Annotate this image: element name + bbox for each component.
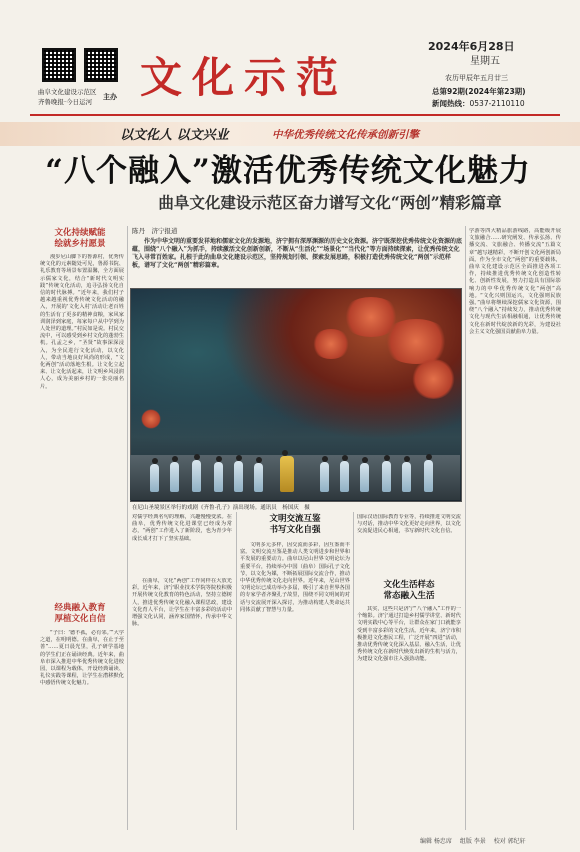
header-caption-1: 曲阜文化建设示范区 (38, 88, 97, 96)
right-middle-body-top: 国际汉语国际教育专业等，持续推进文明交流与对话，推动中华文化更好走向世界，以文化交流促进民心相通，书写新时代文化自信。 (357, 514, 461, 535)
weekday: 星期五 (470, 56, 500, 67)
column-divider-3 (353, 512, 354, 830)
left-column-heading-2: 经典融入教育 厚植文化自信 (54, 603, 106, 624)
left-column-heading: 文化持续赋能 绘就乡村愿景 (54, 228, 106, 249)
middle-column-body: 在曲阜，文化“两创”工作同样在大放光彩。近年来，济宁职业技术学院等院校积极开展传统文化教育的特色活动，坚持立德树人，推进优秀传统文化融入课程思政，建设文化育人平台，让学生在丰富多彩的活动中增强文化认同，涵养家国情怀，传承中华文脉。 (132, 578, 232, 628)
footer-design: 组版 李景 (459, 838, 486, 845)
stage-floor (130, 455, 460, 500)
intro-paragraph: 作为中华文明的重要发祥地和儒家文化的发源地，济宁拥有深厚渊源的历史文化资源。济宁既深挖优秀传统文化资源的底蕴，围绕“八个融入”为抓手，持续激活文化创新创新，不断从“生活化”“场景化”“当代化”等方面持续探索，让优秀传统文化飞入寻常百姓家。扎根于此的曲阜文化建设示范区，坚持规划引领、探索发展思路，积极打造优秀传统文化“两创”示范样板，谱写了文化“两创”精彩篇章。 (132, 238, 463, 269)
qr-code-left (42, 48, 76, 82)
lunar-date: 农历甲辰年五月廿三 (445, 74, 508, 82)
byline: 陈丹 济宁报道 (132, 227, 178, 235)
left-column-body-2: “子曰：‘德不孤，必有邻。’”大学之道，在明明德。在曲阜，在止于至善”……夏日晨光里，孔子研学基地的学生们正在诵读经典。近年来，曲阜市深入推进中华优秀传统文化进校园，以课程为载体，开设经典诵读、礼仪实践等课程，让学生在潜移默化中感悟传统文化魅力。 (40, 630, 124, 687)
header-caption-2: 齐鲁晚报·今日运河 (38, 98, 93, 106)
right-column-body: 学游等四大精品旅游线路，高能级开展文旅融合……研究阐发、传承弘扬、传播交流、文旅融合、传播交流“五篇文章”越写越精彩，不断开创文化两创新局面。作为全市文化“两创”的重要载体，曲阜文化建设示范区全面推进各项工作，持续推进优秀传统文化创造性转化、创新性发展，努力打造具有国际影响力的中华优秀传统文化“两创”高地。“文化兴则国运兴，文化强则民族强。”曲阜将继续深挖儒家文化资源，围绕“八个融入”持续发力，推动优秀传统文化与现代生活相融相通，让优秀传统文化在新时代绽放新的光彩，为建设社会主义文化强国贡献曲阜力量。 (469, 228, 561, 335)
footer-proof: 校对 郭纪轩 (493, 838, 526, 845)
masthead (140, 53, 420, 102)
masthead-title: 文化示范 (140, 53, 349, 102)
header-rule (30, 114, 560, 116)
middle-column-body-top: 对儒学经典名句的理解，兴趣慢慢变浓。在曲阜，优秀传统文化进课堂已经成为常态，“两创”工作进入了新阶段，也为青少年成长成才打下了坚实基础。 (132, 514, 232, 542)
footer-credits (420, 836, 526, 845)
left-column-body: 漫步尼山脚下的鲁源村，优秀传统文化的元素随处可见，鲁源书院、礼乐教育等场景布置温馨，全方面展示儒家文化，结合“新时代文明实践”传统文化活动，追寻弘扬文化自信的时代脉搏。“近年来，我们村子越来越重视优秀传统文化活动的融入，开展的‘文化入村’活动让老百姓的生活有了更多的精神食粮，家风家训润泽到家庭，每家每户从中学到为人处世的道理。”村民如是说。村民交流中，可以感受到乡村文化的蓬勃生机。孔孟之乡，“圣贤”故事深深浸入，为全民进行文化活动，以文化人，带动当地良好风尚的形成，“文化两创”活动落地生根。让文化立起来、让文化活起来，让文明乡风浸润人心，成为美丽乡村的一张亮丽名片。 (40, 254, 124, 390)
issue-number: 总第92期(2024年第23期) (432, 87, 526, 96)
photo-caption: 在尼山圣境景区举行的戏剧《齐鲁·孔子》演出现场。通讯员 杨国庆 摄 (132, 505, 310, 511)
column-divider-2 (236, 512, 237, 830)
hotline-number: 0537-2110110 (469, 99, 525, 108)
subheadline: 曲阜文化建设示范区奋力谱写文化“两创”精彩篇章 (158, 193, 502, 212)
date: 2024年6月28日 (428, 40, 515, 53)
right-middle-heading: 文化生活样态 常态融入生活 (383, 580, 435, 601)
footer-editor: 编辑 杨忠席 (420, 838, 452, 845)
headline: “八个融入”激活优秀传统文化魅力 (45, 153, 531, 189)
center-column-heading: 文明交流互鉴 书写文化自强 (269, 514, 321, 535)
qr-code-right (84, 48, 118, 82)
column-divider-1 (127, 226, 128, 830)
column-divider-4 (465, 226, 466, 830)
center-column-body: 文明多元多样，因交流而多彩，因互鉴而丰富。文明交流互鉴是推动人类文明进步和世界和平发展的重要动力。曲阜以尼山世界文明论坛为重要平台，持续举办中国（曲阜）国际孔子文化节，以文化为媒，不断拓展国际交流合作，推动中华优秀传统文化走向世界。近年来，尼山世界文明论坛已成功举办多届，吸引了来自世界各国的专家学者齐聚孔子故里，围绕不同文明间的对话与交流展开深入探讨，为推动构建人类命运共同体贡献了智慧与力量。 (240, 542, 350, 613)
banner-tagline: 中华优秀传统文化传承创新引擎 (272, 129, 419, 141)
right-middle-body: 其实，这些只是济宁“八个融入”工作的一个缩影。济宁通过打造乡村儒学讲堂、新时代文明实践中心等平台，让群众在家门口就能享受到丰富多彩的文化生活。近年来，济宁市积极推进文化惠民工程，广泛开展“四进”活动，推动优秀传统文化深入基层、融入生活，让优秀传统文化在新时代焕发出新的生机与活力，为建设文化强市注入强劲动能。 (357, 606, 461, 663)
banner-slogan: 以文化人 以文兴业 (120, 128, 229, 143)
sponsor-label: 主办 (103, 93, 117, 101)
hotline-label: 新闻热线： (432, 99, 470, 108)
hotline (432, 98, 525, 109)
